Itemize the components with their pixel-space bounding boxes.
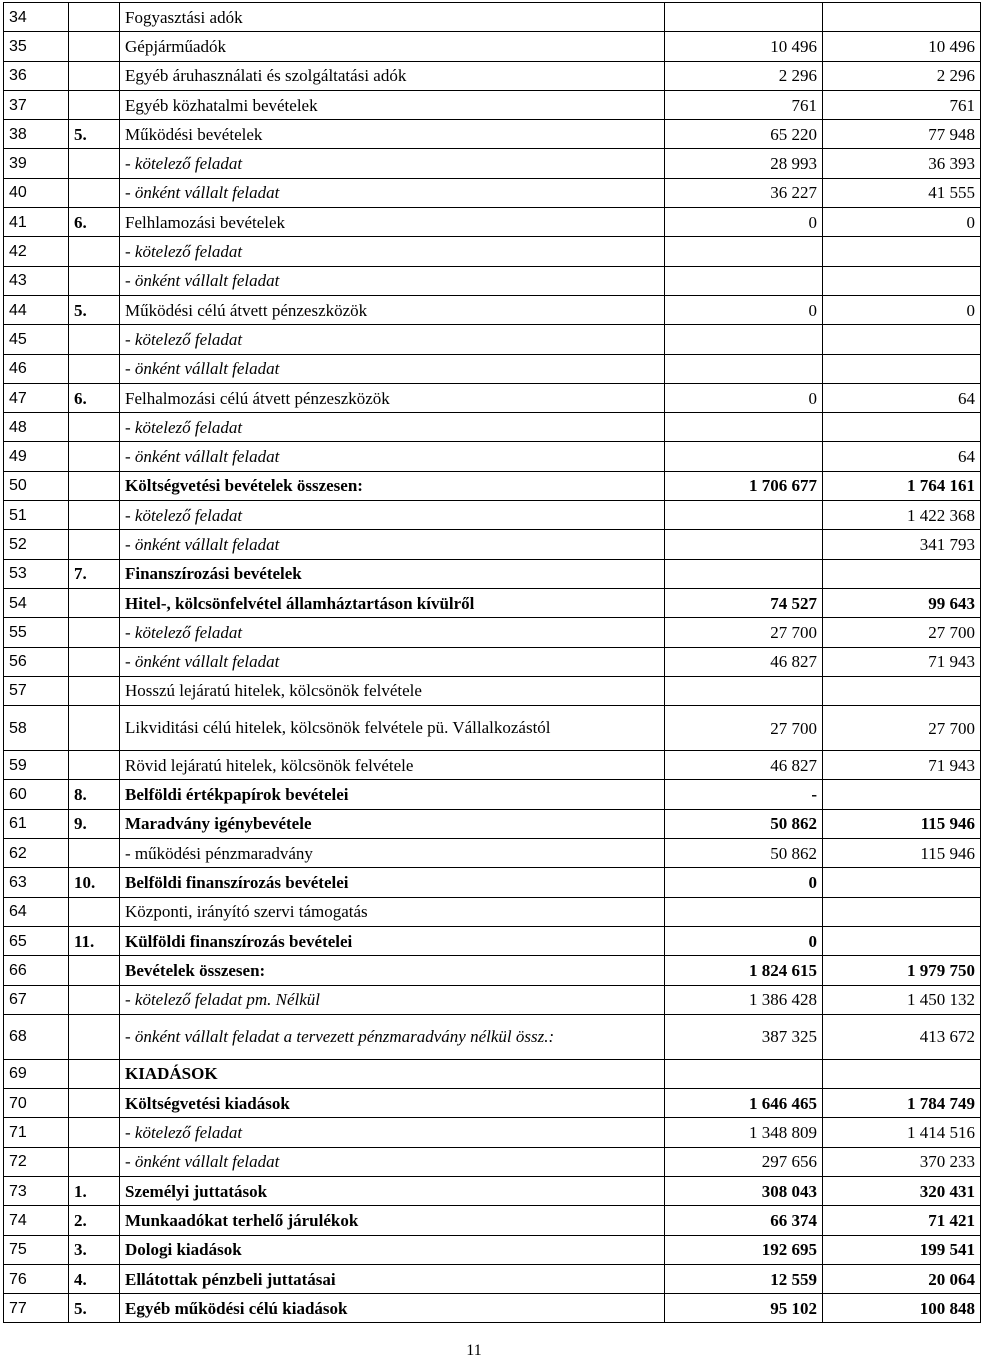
- item-name-cell: - önként vállalt feladat a tervezett pénzmaradvány nélkül össz.:: [120, 1014, 665, 1059]
- section-number-cell: [69, 90, 120, 119]
- table-row: [4, 868, 981, 897]
- value-column-2-cell: 27 700: [823, 706, 981, 751]
- value-column-2-cell: 10 496: [823, 32, 981, 61]
- table-row: [4, 897, 981, 926]
- item-name-cell: - önként vállalt feladat: [120, 530, 665, 559]
- row-number-cell: 42: [4, 237, 69, 266]
- value-column-1-cell: 0: [665, 383, 823, 412]
- table-row: [4, 266, 981, 295]
- value-column-1-cell: 0: [665, 926, 823, 955]
- value-column-1-cell: 74 527: [665, 588, 823, 617]
- table-row: [4, 751, 981, 780]
- item-name-cell: - önként vállalt feladat: [120, 1147, 665, 1176]
- section-number-cell: [69, 985, 120, 1014]
- value-column-2-cell: 413 672: [823, 1014, 981, 1059]
- section-number-cell: 5.: [69, 295, 120, 324]
- row-number-cell: 59: [4, 751, 69, 780]
- value-column-1-cell: [665, 501, 823, 530]
- section-number-cell: [69, 3, 120, 32]
- row-number-cell: 55: [4, 618, 69, 647]
- item-name-cell: Működési bevételek: [120, 120, 665, 149]
- value-column-1-cell: 27 700: [665, 706, 823, 751]
- value-column-2-cell: 1 979 750: [823, 956, 981, 985]
- section-number-cell: [69, 237, 120, 266]
- value-column-2-cell: 1 450 132: [823, 985, 981, 1014]
- table-row: [4, 149, 981, 178]
- value-column-2-cell: [823, 780, 981, 809]
- value-column-1-cell: [665, 325, 823, 354]
- value-column-1-cell: 761: [665, 90, 823, 119]
- value-column-1-cell: 27 700: [665, 618, 823, 647]
- section-number-cell: [69, 1089, 120, 1118]
- value-column-2-cell: [823, 897, 981, 926]
- value-column-2-cell: 99 643: [823, 588, 981, 617]
- section-number-cell: [69, 471, 120, 500]
- table-row: [4, 1206, 981, 1235]
- value-column-2-cell: 71 943: [823, 647, 981, 676]
- item-name-cell: - kötelező feladat: [120, 325, 665, 354]
- item-name-cell: Működési célú átvett pénzeszközök: [120, 295, 665, 324]
- value-column-1-cell: 95 102: [665, 1294, 823, 1323]
- item-name-cell: Felhlamozási bevételek: [120, 208, 665, 237]
- row-number-cell: 66: [4, 956, 69, 985]
- item-name-cell: Felhalmozási célú átvett pénzeszközök: [120, 383, 665, 412]
- row-number-cell: 51: [4, 501, 69, 530]
- section-number-cell: [69, 706, 120, 751]
- table-row: [4, 1235, 981, 1264]
- value-column-1-cell: 0: [665, 295, 823, 324]
- table-row: [4, 90, 981, 119]
- item-name-cell: Hosszú lejáratú hitelek, kölcsönök felvétele: [120, 676, 665, 705]
- section-number-cell: [69, 501, 120, 530]
- table-row: [4, 1176, 981, 1205]
- value-column-1-cell: [665, 559, 823, 588]
- section-number-cell: 4.: [69, 1264, 120, 1293]
- row-number-cell: 41: [4, 208, 69, 237]
- section-number-cell: 6.: [69, 383, 120, 412]
- section-number-cell: 10.: [69, 868, 120, 897]
- row-number-cell: 38: [4, 120, 69, 149]
- row-number-cell: 65: [4, 926, 69, 955]
- value-column-2-cell: 341 793: [823, 530, 981, 559]
- value-column-2-cell: [823, 266, 981, 295]
- value-column-1-cell: 308 043: [665, 1176, 823, 1205]
- item-name-cell: Gépjárműadók: [120, 32, 665, 61]
- value-column-1-cell: 1 706 677: [665, 471, 823, 500]
- section-number-cell: 5.: [69, 1294, 120, 1323]
- value-column-2-cell: [823, 1059, 981, 1088]
- section-number-cell: 5.: [69, 120, 120, 149]
- section-number-cell: [69, 897, 120, 926]
- section-number-cell: 6.: [69, 208, 120, 237]
- table-row: [4, 780, 981, 809]
- row-number-cell: 53: [4, 559, 69, 588]
- table-row: [4, 325, 981, 354]
- table-row: [4, 985, 981, 1014]
- value-column-2-cell: [823, 354, 981, 383]
- value-column-2-cell: 1 784 749: [823, 1089, 981, 1118]
- table-row: [4, 588, 981, 617]
- value-column-1-cell: -: [665, 780, 823, 809]
- row-number-cell: 43: [4, 266, 69, 295]
- value-column-2-cell: 1 764 161: [823, 471, 981, 500]
- item-name-cell: - önként vállalt feladat: [120, 178, 665, 207]
- item-name-cell: Egyéb áruhasználati és szolgáltatási adók: [120, 61, 665, 90]
- value-column-1-cell: [665, 897, 823, 926]
- table-row: [4, 1014, 981, 1059]
- row-number-cell: 57: [4, 676, 69, 705]
- section-number-cell: 1.: [69, 1176, 120, 1205]
- value-column-1-cell: [665, 530, 823, 559]
- item-name-cell: - kötelező feladat: [120, 149, 665, 178]
- row-number-cell: 67: [4, 985, 69, 1014]
- value-column-2-cell: 77 948: [823, 120, 981, 149]
- row-number-cell: 75: [4, 1235, 69, 1264]
- value-column-2-cell: 71 421: [823, 1206, 981, 1235]
- section-number-cell: [69, 956, 120, 985]
- section-number-cell: 9.: [69, 809, 120, 838]
- section-number-cell: [69, 1147, 120, 1176]
- item-name-cell: Központi, irányító szervi támogatás: [120, 897, 665, 926]
- value-column-2-cell: [823, 559, 981, 588]
- item-name-cell: - önként vállalt feladat: [120, 266, 665, 295]
- section-number-cell: [69, 1118, 120, 1147]
- value-column-1-cell: [665, 1059, 823, 1088]
- table-row: [4, 1118, 981, 1147]
- value-column-2-cell: 2 296: [823, 61, 981, 90]
- value-column-1-cell: 28 993: [665, 149, 823, 178]
- value-column-2-cell: [823, 325, 981, 354]
- item-name-cell: Költségvetési bevételek összesen:: [120, 471, 665, 500]
- table-row: [4, 676, 981, 705]
- section-number-cell: [69, 178, 120, 207]
- value-column-2-cell: 320 431: [823, 1176, 981, 1205]
- section-number-cell: 8.: [69, 780, 120, 809]
- table-row: [4, 1089, 981, 1118]
- item-name-cell: Belföldi értékpapírok bevételei: [120, 780, 665, 809]
- item-name-cell: - kötelező feladat: [120, 1118, 665, 1147]
- value-column-1-cell: 1 824 615: [665, 956, 823, 985]
- item-name-cell: - kötelező feladat pm. Nélkül: [120, 985, 665, 1014]
- table-row: [4, 442, 981, 471]
- value-column-2-cell: 64: [823, 442, 981, 471]
- row-number-cell: 63: [4, 868, 69, 897]
- value-column-2-cell: 761: [823, 90, 981, 119]
- value-column-1-cell: 0: [665, 868, 823, 897]
- item-name-cell: - kötelező feladat: [120, 501, 665, 530]
- value-column-2-cell: 41 555: [823, 178, 981, 207]
- row-number-cell: 49: [4, 442, 69, 471]
- table-row: [4, 295, 981, 324]
- table-row: [4, 956, 981, 985]
- section-number-cell: [69, 1014, 120, 1059]
- section-number-cell: [69, 530, 120, 559]
- value-column-1-cell: 50 862: [665, 839, 823, 868]
- value-column-1-cell: [665, 354, 823, 383]
- value-column-2-cell: [823, 926, 981, 955]
- item-name-cell: Költségvetési kiadások: [120, 1089, 665, 1118]
- section-number-cell: 3.: [69, 1235, 120, 1264]
- section-number-cell: [69, 1059, 120, 1088]
- value-column-1-cell: [665, 266, 823, 295]
- value-column-2-cell: 1 414 516: [823, 1118, 981, 1147]
- row-number-cell: 76: [4, 1264, 69, 1293]
- value-column-2-cell: 20 064: [823, 1264, 981, 1293]
- table-row: [4, 354, 981, 383]
- table-row: [4, 1147, 981, 1176]
- table-row: [4, 237, 981, 266]
- section-number-cell: [69, 266, 120, 295]
- section-number-cell: [69, 32, 120, 61]
- item-name-cell: - kötelező feladat: [120, 237, 665, 266]
- value-column-1-cell: [665, 3, 823, 32]
- table-row: [4, 926, 981, 955]
- row-number-cell: 34: [4, 3, 69, 32]
- section-number-cell: 11.: [69, 926, 120, 955]
- row-number-cell: 47: [4, 383, 69, 412]
- row-number-cell: 62: [4, 839, 69, 868]
- table-row: [4, 1294, 981, 1323]
- item-name-cell: Ellátottak pénzbeli juttatásai: [120, 1264, 665, 1293]
- value-column-2-cell: 199 541: [823, 1235, 981, 1264]
- value-column-1-cell: [665, 237, 823, 266]
- item-name-cell: - önként vállalt feladat: [120, 354, 665, 383]
- row-number-cell: 61: [4, 809, 69, 838]
- row-number-cell: 44: [4, 295, 69, 324]
- row-number-cell: 60: [4, 780, 69, 809]
- row-number-cell: 52: [4, 530, 69, 559]
- table-row: [4, 413, 981, 442]
- value-column-1-cell: 0: [665, 208, 823, 237]
- row-number-cell: 35: [4, 32, 69, 61]
- value-column-1-cell: 387 325: [665, 1014, 823, 1059]
- section-number-cell: [69, 413, 120, 442]
- value-column-2-cell: 370 233: [823, 1147, 981, 1176]
- table-row: [4, 471, 981, 500]
- value-column-2-cell: [823, 676, 981, 705]
- row-number-cell: 72: [4, 1147, 69, 1176]
- value-column-1-cell: 1 386 428: [665, 985, 823, 1014]
- value-column-1-cell: 1 646 465: [665, 1089, 823, 1118]
- section-number-cell: [69, 839, 120, 868]
- row-number-cell: 37: [4, 90, 69, 119]
- value-column-2-cell: [823, 3, 981, 32]
- budget-table-body: [4, 3, 981, 1323]
- section-number-cell: [69, 647, 120, 676]
- table-row: [4, 618, 981, 647]
- section-number-cell: [69, 325, 120, 354]
- value-column-2-cell: 115 946: [823, 839, 981, 868]
- value-column-1-cell: 46 827: [665, 647, 823, 676]
- item-name-cell: Külföldi finanszírozás bevételei: [120, 926, 665, 955]
- item-name-cell: Hitel-, kölcsönfelvétel államháztartáson kívülről: [120, 588, 665, 617]
- table-row: [4, 3, 981, 32]
- value-column-1-cell: [665, 413, 823, 442]
- value-column-2-cell: 64: [823, 383, 981, 412]
- section-number-cell: [69, 751, 120, 780]
- value-column-2-cell: [823, 413, 981, 442]
- value-column-1-cell: 10 496: [665, 32, 823, 61]
- row-number-cell: 45: [4, 325, 69, 354]
- table-row: [4, 383, 981, 412]
- value-column-2-cell: 71 943: [823, 751, 981, 780]
- row-number-cell: 73: [4, 1176, 69, 1205]
- page-number: 11: [466, 1342, 482, 1359]
- item-name-cell: - kötelező feladat: [120, 618, 665, 647]
- value-column-1-cell: 46 827: [665, 751, 823, 780]
- row-number-cell: 77: [4, 1294, 69, 1323]
- item-name-cell: - kötelező feladat: [120, 413, 665, 442]
- item-name-cell: Személyi juttatások: [120, 1176, 665, 1205]
- value-column-1-cell: 297 656: [665, 1147, 823, 1176]
- section-number-cell: [69, 676, 120, 705]
- value-column-2-cell: 0: [823, 208, 981, 237]
- row-number-cell: 50: [4, 471, 69, 500]
- value-column-2-cell: [823, 237, 981, 266]
- row-number-cell: 58: [4, 706, 69, 751]
- item-name-cell: Egyéb működési célú kiadások: [120, 1294, 665, 1323]
- section-number-cell: [69, 61, 120, 90]
- section-number-cell: [69, 354, 120, 383]
- item-name-cell: Finanszírozási bevételek: [120, 559, 665, 588]
- value-column-2-cell: 27 700: [823, 618, 981, 647]
- value-column-1-cell: 192 695: [665, 1235, 823, 1264]
- item-name-cell: Bevételek összesen:: [120, 956, 665, 985]
- value-column-1-cell: 2 296: [665, 61, 823, 90]
- value-column-1-cell: 66 374: [665, 1206, 823, 1235]
- section-number-cell: [69, 588, 120, 617]
- table-row: [4, 178, 981, 207]
- item-name-cell: - önként vállalt feladat: [120, 442, 665, 471]
- row-number-cell: 54: [4, 588, 69, 617]
- row-number-cell: 71: [4, 1118, 69, 1147]
- value-column-2-cell: 1 422 368: [823, 501, 981, 530]
- item-name-cell: Munkaadókat terhelő járulékok: [120, 1206, 665, 1235]
- value-column-2-cell: 36 393: [823, 149, 981, 178]
- section-number-cell: [69, 618, 120, 647]
- table-row: [4, 530, 981, 559]
- row-number-cell: 68: [4, 1014, 69, 1059]
- table-row: [4, 706, 981, 751]
- section-number-cell: 2.: [69, 1206, 120, 1235]
- value-column-2-cell: 0: [823, 295, 981, 324]
- table-row: [4, 809, 981, 838]
- table-row: [4, 647, 981, 676]
- value-column-1-cell: 12 559: [665, 1264, 823, 1293]
- table-row: [4, 120, 981, 149]
- value-column-1-cell: 65 220: [665, 120, 823, 149]
- row-number-cell: 40: [4, 178, 69, 207]
- value-column-2-cell: 100 848: [823, 1294, 981, 1323]
- section-number-cell: [69, 442, 120, 471]
- table-row: [4, 208, 981, 237]
- row-number-cell: 36: [4, 61, 69, 90]
- row-number-cell: 70: [4, 1089, 69, 1118]
- value-column-1-cell: 50 862: [665, 809, 823, 838]
- item-name-cell: Rövid lejáratú hitelek, kölcsönök felvétele: [120, 751, 665, 780]
- row-number-cell: 69: [4, 1059, 69, 1088]
- table-row: [4, 32, 981, 61]
- value-column-1-cell: [665, 442, 823, 471]
- row-number-cell: 46: [4, 354, 69, 383]
- row-number-cell: 64: [4, 897, 69, 926]
- value-column-2-cell: [823, 868, 981, 897]
- item-name-cell: Likviditási célú hitelek, kölcsönök felvétele pü. Vállalkozástól: [120, 706, 665, 751]
- value-column-1-cell: [665, 676, 823, 705]
- row-number-cell: 48: [4, 413, 69, 442]
- row-number-cell: 56: [4, 647, 69, 676]
- item-name-cell: Maradvány igénybevétele: [120, 809, 665, 838]
- item-name-cell: KIADÁSOK: [120, 1059, 665, 1088]
- item-name-cell: - önként vállalt feladat: [120, 647, 665, 676]
- value-column-1-cell: 1 348 809: [665, 1118, 823, 1147]
- item-name-cell: Dologi kiadások: [120, 1235, 665, 1264]
- item-name-cell: Fogyasztási adók: [120, 3, 665, 32]
- table-row: [4, 559, 981, 588]
- item-name-cell: Egyéb közhatalmi bevételek: [120, 90, 665, 119]
- row-number-cell: 39: [4, 149, 69, 178]
- value-column-2-cell: 115 946: [823, 809, 981, 838]
- item-name-cell: Belföldi finanszírozás bevételei: [120, 868, 665, 897]
- section-number-cell: [69, 149, 120, 178]
- budget-table: [3, 2, 981, 1323]
- table-row: [4, 501, 981, 530]
- table-row: [4, 1264, 981, 1293]
- row-number-cell: 74: [4, 1206, 69, 1235]
- item-name-cell: - működési pénzmaradvány: [120, 839, 665, 868]
- table-row: [4, 61, 981, 90]
- table-row: [4, 1059, 981, 1088]
- value-column-1-cell: 36 227: [665, 178, 823, 207]
- table-row: [4, 839, 981, 868]
- section-number-cell: 7.: [69, 559, 120, 588]
